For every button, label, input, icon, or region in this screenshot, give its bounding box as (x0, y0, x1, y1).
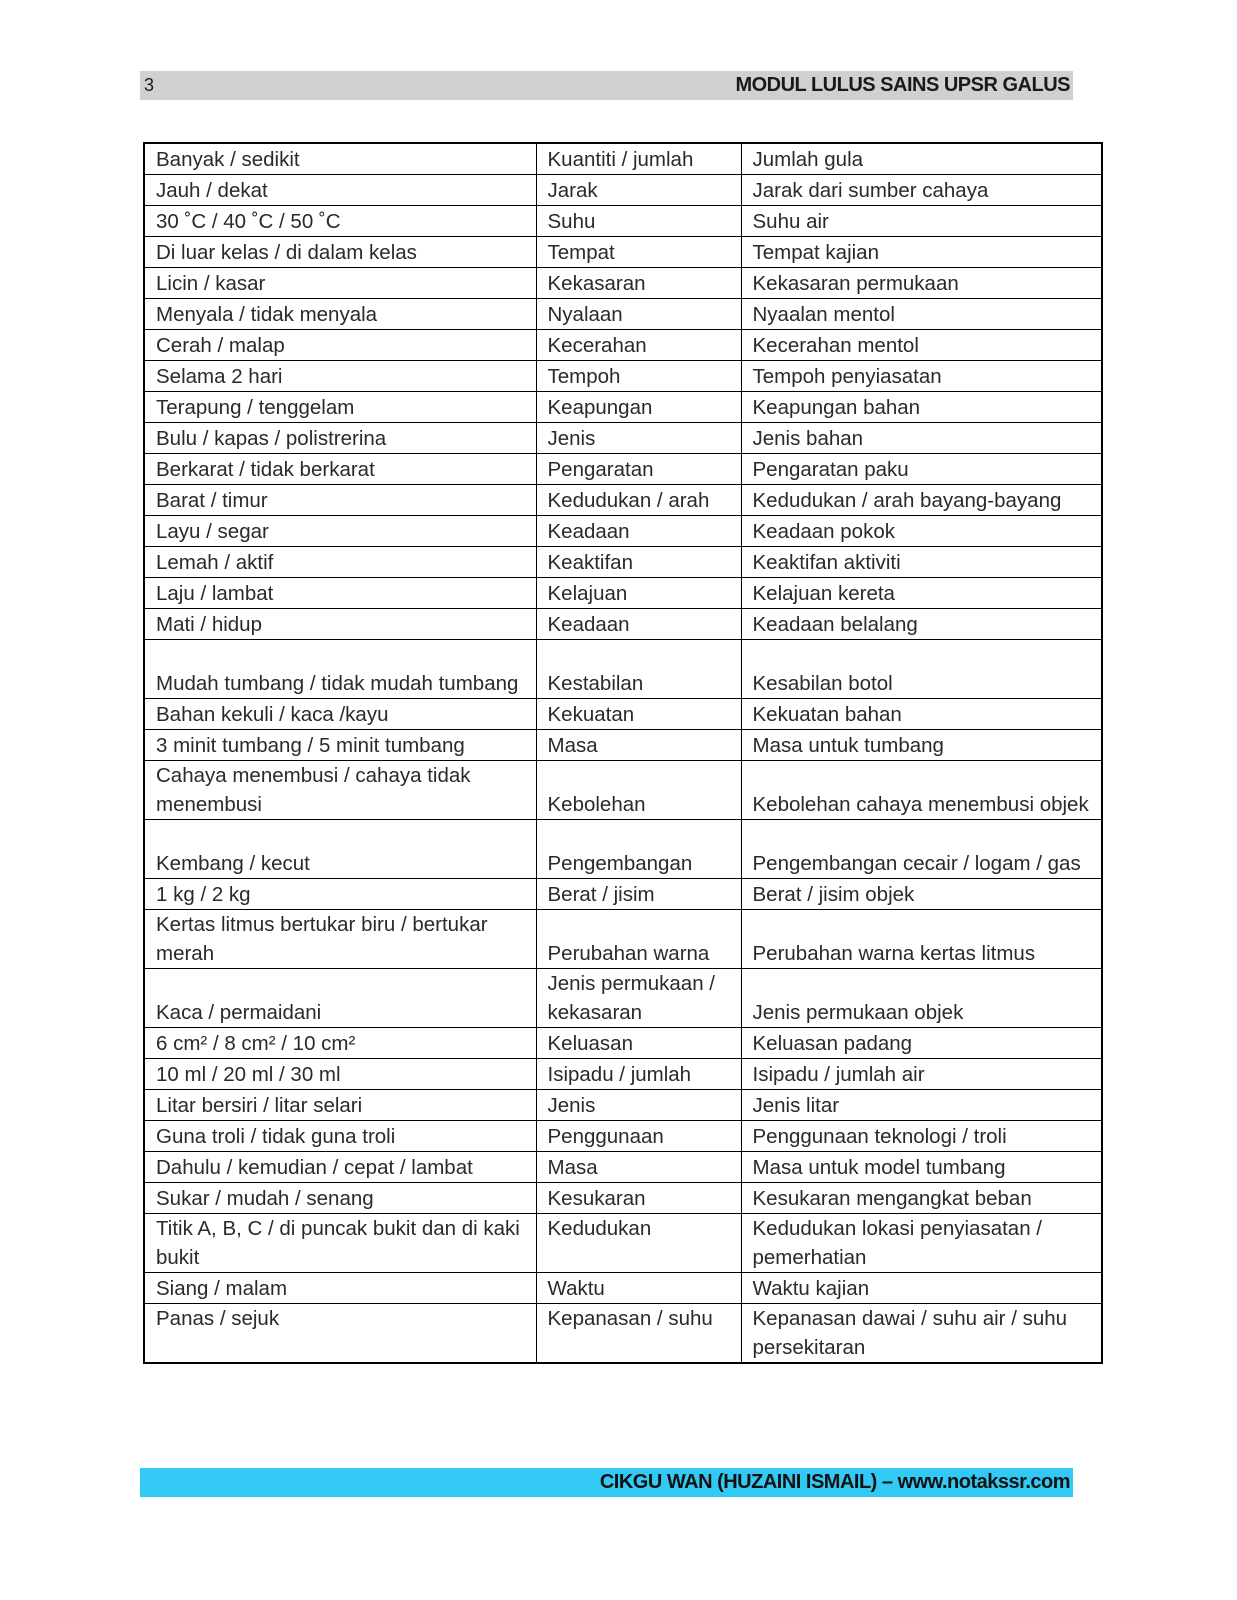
variable-cell: Jarak (536, 175, 741, 206)
variable-cell: Jenis (536, 423, 741, 454)
value-cell: Titik A, B, C / di puncak bukit dan di kaki bukit (144, 1214, 536, 1273)
value-cell: 3 minit tumbang / 5 minit tumbang (144, 730, 536, 761)
table-row (144, 237, 1102, 268)
variable-cell: Suhu (536, 206, 741, 237)
variable-description-cell: Nyaalan mentol (741, 299, 1102, 330)
variable-cell: Penggunaan (536, 1121, 741, 1152)
variable-cell: Perubahan warna (536, 910, 741, 969)
variable-description-cell: Kebolehan cahaya menembusi objek (741, 761, 1102, 820)
value-cell: Berkarat / tidak berkarat (144, 454, 536, 485)
value-cell: Kaca / permaidani (144, 969, 536, 1028)
variable-description-cell: Kekuatan bahan (741, 699, 1102, 730)
footer-credit: CIKGU WAN (HUZAINI ISMAIL) – www.notakssr.com (599, 1471, 1070, 1493)
variable-cell: Kecerahan (536, 330, 741, 361)
variable-description-cell: Masa untuk tumbang (741, 730, 1102, 761)
table-row (144, 1183, 1102, 1214)
variable-cell: Keapungan (536, 392, 741, 423)
variable-description-cell: Kelajuan kereta (741, 578, 1102, 609)
table-row (144, 699, 1102, 730)
variable-description-cell: Kekasaran permukaan (741, 268, 1102, 299)
variable-cell: Kekuatan (536, 699, 741, 730)
table-row (144, 143, 1102, 175)
table-row (144, 1304, 1102, 1364)
table-row (144, 879, 1102, 910)
variable-description-cell: Perubahan warna kertas litmus (741, 910, 1102, 969)
value-cell: Panas / sejuk (144, 1304, 536, 1364)
variable-cell: Kekasaran (536, 268, 741, 299)
variable-description-cell: Kepanasan dawai / suhu air / suhu persekitaran (741, 1304, 1102, 1364)
variable-cell: Nyalaan (536, 299, 741, 330)
variable-description-cell: Suhu air (741, 206, 1102, 237)
variable-description-cell: Jumlah gula (741, 143, 1102, 175)
variable-description-cell: Kedudukan / arah bayang-bayang (741, 485, 1102, 516)
table-row (144, 1214, 1102, 1273)
variable-cell: Pengaratan (536, 454, 741, 485)
variable-description-cell: Kesukaran mengangkat beban (741, 1183, 1102, 1214)
variable-description-cell: Pengembangan cecair / logam / gas (741, 820, 1102, 879)
page-number: 3 (144, 75, 155, 95)
value-cell: Layu / segar (144, 516, 536, 547)
variable-description-cell: Keluasan padang (741, 1028, 1102, 1059)
table-row (144, 969, 1102, 1028)
table-row (144, 640, 1102, 699)
table-row (144, 609, 1102, 640)
table-row (144, 1121, 1102, 1152)
variables-table (143, 142, 1103, 1364)
value-cell: Dahulu / kemudian / cepat / lambat (144, 1152, 536, 1183)
table-row (144, 516, 1102, 547)
variable-cell: Jenis (536, 1090, 741, 1121)
table-row (144, 1152, 1102, 1183)
table-row (144, 730, 1102, 761)
table-row (144, 820, 1102, 879)
variable-description-cell: Penggunaan teknologi / troli (741, 1121, 1102, 1152)
value-cell: 1 kg / 2 kg (144, 879, 536, 910)
table-row (144, 392, 1102, 423)
variable-description-cell: Jarak dari sumber cahaya (741, 175, 1102, 206)
variable-cell: Keaktifan (536, 547, 741, 578)
table-row (144, 299, 1102, 330)
table-row (144, 361, 1102, 392)
variable-cell: Tempoh (536, 361, 741, 392)
value-cell: Laju / lambat (144, 578, 536, 609)
page-footer (140, 1468, 1073, 1497)
table-row (144, 547, 1102, 578)
variable-description-cell: Keadaan pokok (741, 516, 1102, 547)
value-cell: Menyala / tidak menyala (144, 299, 536, 330)
variables-table-container (143, 142, 1101, 1364)
table-row (144, 1090, 1102, 1121)
value-cell: Banyak / sedikit (144, 143, 536, 175)
value-cell: Siang / malam (144, 1273, 536, 1304)
variable-cell: Pengembangan (536, 820, 741, 879)
variable-description-cell: Jenis bahan (741, 423, 1102, 454)
value-cell: Kertas litmus bertukar biru / bertukar merah (144, 910, 536, 969)
variable-description-cell: Jenis permukaan objek (741, 969, 1102, 1028)
variable-cell: Kelajuan (536, 578, 741, 609)
value-cell: Guna troli / tidak guna troli (144, 1121, 536, 1152)
variable-description-cell: Keapungan bahan (741, 392, 1102, 423)
table-row (144, 1059, 1102, 1090)
value-cell: Di luar kelas / di dalam kelas (144, 237, 536, 268)
variable-cell: Kuantiti / jumlah (536, 143, 741, 175)
variable-description-cell: Isipadu / jumlah air (741, 1059, 1102, 1090)
variable-cell: Keadaan (536, 609, 741, 640)
value-cell: 30 ˚C / 40 ˚C / 50 ˚C (144, 206, 536, 237)
variable-description-cell: Keaktifan aktiviti (741, 547, 1102, 578)
value-cell: Mati / hidup (144, 609, 536, 640)
variable-cell: Kesukaran (536, 1183, 741, 1214)
variable-description-cell: Masa untuk model tumbang (741, 1152, 1102, 1183)
value-cell: Cahaya menembusi / cahaya tidak menembusi (144, 761, 536, 820)
value-cell: 10 ml / 20 ml / 30 ml (144, 1059, 536, 1090)
value-cell: Bulu / kapas / polistrerina (144, 423, 536, 454)
variable-description-cell: Tempat kajian (741, 237, 1102, 268)
variable-cell: Berat / jisim (536, 879, 741, 910)
variable-description-cell: Waktu kajian (741, 1273, 1102, 1304)
variable-cell: Masa (536, 730, 741, 761)
variable-description-cell: Pengaratan paku (741, 454, 1102, 485)
table-row (144, 454, 1102, 485)
variable-cell: Kedudukan (536, 1214, 741, 1273)
value-cell: Lemah / aktif (144, 547, 536, 578)
variable-cell: Keadaan (536, 516, 741, 547)
variable-description-cell: Berat / jisim objek (741, 879, 1102, 910)
value-cell: Bahan kekuli / kaca /kayu (144, 699, 536, 730)
table-row (144, 423, 1102, 454)
value-cell: Litar bersiri / litar selari (144, 1090, 536, 1121)
table-row (144, 1028, 1102, 1059)
table-row (144, 330, 1102, 361)
variable-description-cell: Jenis litar (741, 1090, 1102, 1121)
variable-cell: Kebolehan (536, 761, 741, 820)
value-cell: Mudah tumbang / tidak mudah tumbang (144, 640, 536, 699)
variable-description-cell: Kesabilan botol (741, 640, 1102, 699)
table-row (144, 175, 1102, 206)
value-cell: Terapung / tenggelam (144, 392, 536, 423)
variable-description-cell: Tempoh penyiasatan (741, 361, 1102, 392)
value-cell: 6 cm² / 8 cm² / 10 cm² (144, 1028, 536, 1059)
value-cell: Kembang / kecut (144, 820, 536, 879)
table-body (144, 143, 1102, 1363)
value-cell: Selama 2 hari (144, 361, 536, 392)
variable-cell: Waktu (536, 1273, 741, 1304)
variable-cell: Keluasan (536, 1028, 741, 1059)
page-header (140, 71, 1073, 100)
value-cell: Cerah / malap (144, 330, 536, 361)
table-row (144, 206, 1102, 237)
table-row (144, 578, 1102, 609)
variable-cell: Masa (536, 1152, 741, 1183)
variable-cell: Kepanasan / suhu (536, 1304, 741, 1364)
table-row (144, 761, 1102, 820)
table-row (144, 910, 1102, 969)
document-title: MODUL LULUS SAINS UPSR GALUS (735, 74, 1070, 96)
table-row (144, 485, 1102, 516)
variable-description-cell: Kedudukan lokasi penyiasatan / pemerhatian (741, 1214, 1102, 1273)
variable-cell: Isipadu / jumlah (536, 1059, 741, 1090)
variable-cell: Kedudukan / arah (536, 485, 741, 516)
variable-cell: Jenis permukaan / kekasaran (536, 969, 741, 1028)
value-cell: Jauh / dekat (144, 175, 536, 206)
variable-description-cell: Keadaan belalang (741, 609, 1102, 640)
table-row (144, 1273, 1102, 1304)
variable-cell: Kestabilan (536, 640, 741, 699)
value-cell: Sukar / mudah / senang (144, 1183, 536, 1214)
value-cell: Barat / timur (144, 485, 536, 516)
variable-cell: Tempat (536, 237, 741, 268)
table-row (144, 268, 1102, 299)
variable-description-cell: Kecerahan mentol (741, 330, 1102, 361)
value-cell: Licin / kasar (144, 268, 536, 299)
